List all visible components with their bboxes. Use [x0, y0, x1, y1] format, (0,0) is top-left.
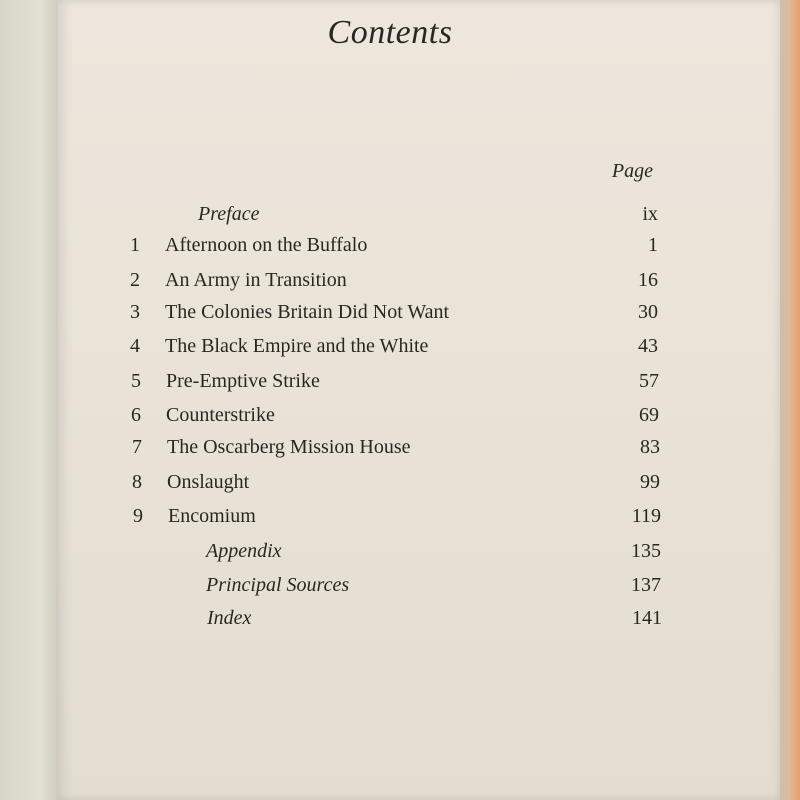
chapter-number: 7 [132, 436, 142, 458]
chapter-title: Encomium [168, 505, 256, 527]
chapter-title: Counterstrike [166, 404, 275, 426]
chapter-title: Principal Sources [206, 574, 350, 596]
page-number: ix [642, 203, 658, 225]
chapter-title: The Black Empire and the White [165, 335, 429, 357]
toc-entry [131, 400, 659, 430]
toc-entry [133, 570, 661, 600]
chapter-number: 3 [130, 301, 140, 323]
toc-entry [132, 467, 660, 497]
chapter-title: Pre-Emptive Strike [166, 370, 320, 392]
chapter-title: Onslaught [167, 471, 250, 493]
page-number: 69 [639, 404, 659, 426]
page-number: 83 [640, 436, 660, 458]
toc-entry [133, 501, 661, 531]
chapter-number: 4 [130, 335, 140, 357]
page-column-label: Page [611, 160, 653, 182]
chapter-title: The Colonies Britain Did Not Want [165, 301, 450, 323]
chapter-number: 6 [131, 404, 141, 426]
toc-entry [130, 230, 658, 260]
page-number: 1 [648, 234, 658, 256]
page-number: 137 [631, 574, 661, 596]
toc-entry [132, 432, 660, 462]
page-heading: Contents [327, 14, 453, 51]
page-edge-right [780, 0, 800, 800]
page-number: 16 [638, 269, 658, 291]
chapter-title: Appendix [206, 540, 282, 562]
chapter-title: Afternoon on the Buffalo [165, 234, 368, 256]
chapter-number: 9 [133, 505, 143, 527]
page-number: 99 [640, 471, 660, 493]
chapter-number: 1 [130, 234, 140, 256]
toc-entry [130, 331, 658, 361]
toc-entry [130, 297, 658, 327]
toc-entry [134, 603, 662, 633]
page-number: 119 [631, 505, 661, 527]
page-number: 43 [638, 335, 658, 357]
chapter-title: An Army in Transition [165, 269, 347, 291]
toc-entry [130, 265, 658, 295]
toc-entry [133, 536, 661, 566]
page-number: 30 [638, 301, 658, 323]
toc-entry [131, 366, 659, 396]
chapter-title: Preface [198, 203, 260, 225]
chapter-number: 2 [130, 269, 140, 291]
page-number: 135 [631, 540, 661, 562]
page-number: 141 [632, 607, 662, 629]
chapter-title: Index [207, 607, 252, 629]
chapter-title: The Oscarberg Mission House [167, 436, 411, 458]
chapter-number: 5 [131, 370, 141, 392]
toc-entry [130, 199, 658, 229]
chapter-number: 8 [132, 471, 142, 493]
page-number: 57 [639, 370, 659, 392]
